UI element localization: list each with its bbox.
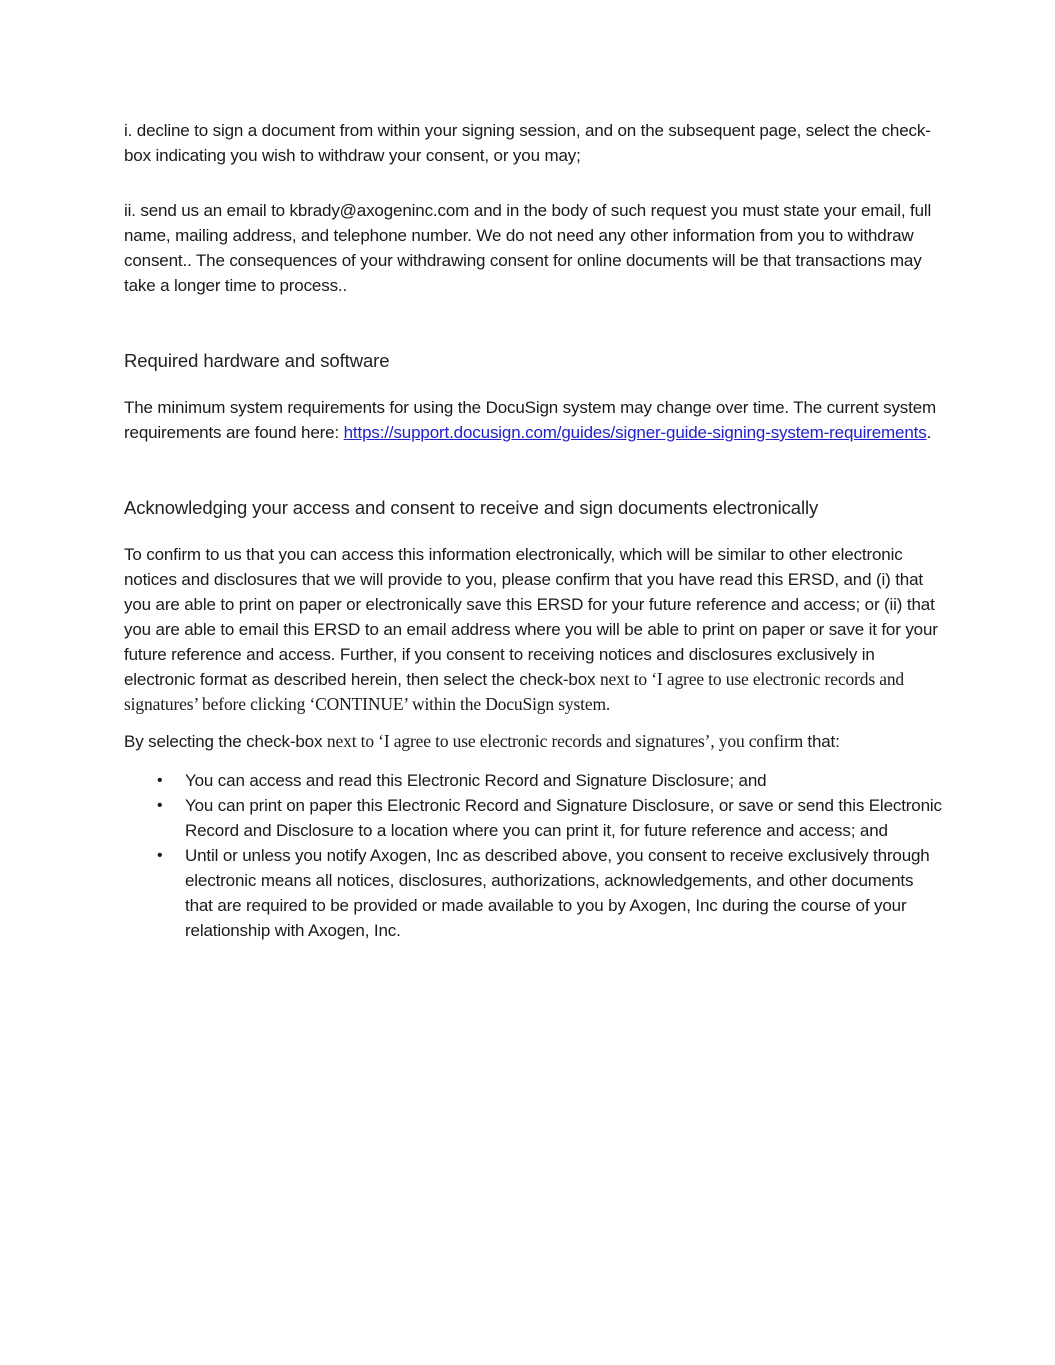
paragraph-decline-text: i. decline to sign a document from within your signing session, and on the subsequent page, select the check-box indicating you wish to withdraw your consent, or you may; <box>124 121 931 165</box>
paragraph-email-after: and in the body of such request you must state your email, full name, mailing address, and telephone number. We do not need any other information from you to withdraw consent.. The consequences of your withdrawing consent for online documents will be that transactions may take a longer time to process.. <box>124 201 932 295</box>
bullet-until-notify: Until or unless you notify Axogen, Inc as described above, you consent to receive exclusively through electronic means all notices, disclosures, authorizations, acknowledgements, and other documents that are required to be provided or made available to you by Axogen, Inc during the course of your relationship with Axogen, Inc. <box>185 846 930 940</box>
by-selecting-text-before: By selecting the check-box <box>124 732 327 751</box>
by-selecting-text-after: that: <box>807 732 840 751</box>
heading-required-hardware: Required hardware and software <box>124 350 390 371</box>
paragraph-email-before: ii. send us an email to <box>124 201 290 220</box>
list-item <box>185 793 942 843</box>
confirmation-bullet-list <box>124 768 942 943</box>
heading-acknowledging-access: Acknowledging your access and consent to receive and sign documents electronically <box>124 497 819 518</box>
confirm-text-serif: next to ‘I agree to use electronic records and signatures’ before clicking ‘CONTINUE’ within the DocuSign system. <box>124 669 905 714</box>
list-item <box>185 768 942 793</box>
bullet-print-save: You can print on paper this Electronic Record and Signature Disclosure, or save or send this Electronic Record and Disclosure to a location where you can print it, for future reference and access; and <box>185 796 942 840</box>
paragraph-system-requirements <box>124 395 942 445</box>
paragraph-email-withdraw-option <box>124 198 942 298</box>
list-item <box>185 843 942 943</box>
paragraph-confirm-access <box>124 542 942 717</box>
confirm-text-sans: To confirm to us that you can access this information electronically, which will be similar to other electronic notices and disclosures that we will provide to you, please confirm that you have read this ERSD, and (i) that you are able to print on paper or electronically save this ERSD for your future reference and access; or (ii) that you are able to email this ERSD to an email address where you will be able to print on paper or save it for your future reference and access. Further, if you consent to receiving notices and disclosures exclusively in electronic format as described herein, then select the check-box <box>124 545 938 689</box>
requirements-text-after-link: . <box>926 423 932 442</box>
email-address: kbrady@axogeninc.com <box>289 201 470 220</box>
system-requirements-link[interactable]: https://support.docusign.com/guides/signer-guide-signing-system-requirements <box>343 423 927 442</box>
by-selecting-text-serif: next to ‘I agree to use electronic records and signatures’, you confirm <box>326 731 808 751</box>
paragraph-by-selecting <box>124 729 942 754</box>
document-body <box>124 118 942 943</box>
bullet-access-read: You can access and read this Electronic Record and Signature Disclosure; and <box>185 771 767 790</box>
paragraph-decline-option <box>124 118 942 168</box>
requirements-text-before-link: The minimum system requirements for using the DocuSign system may change over time. The current system requirements are found here: <box>124 398 937 442</box>
